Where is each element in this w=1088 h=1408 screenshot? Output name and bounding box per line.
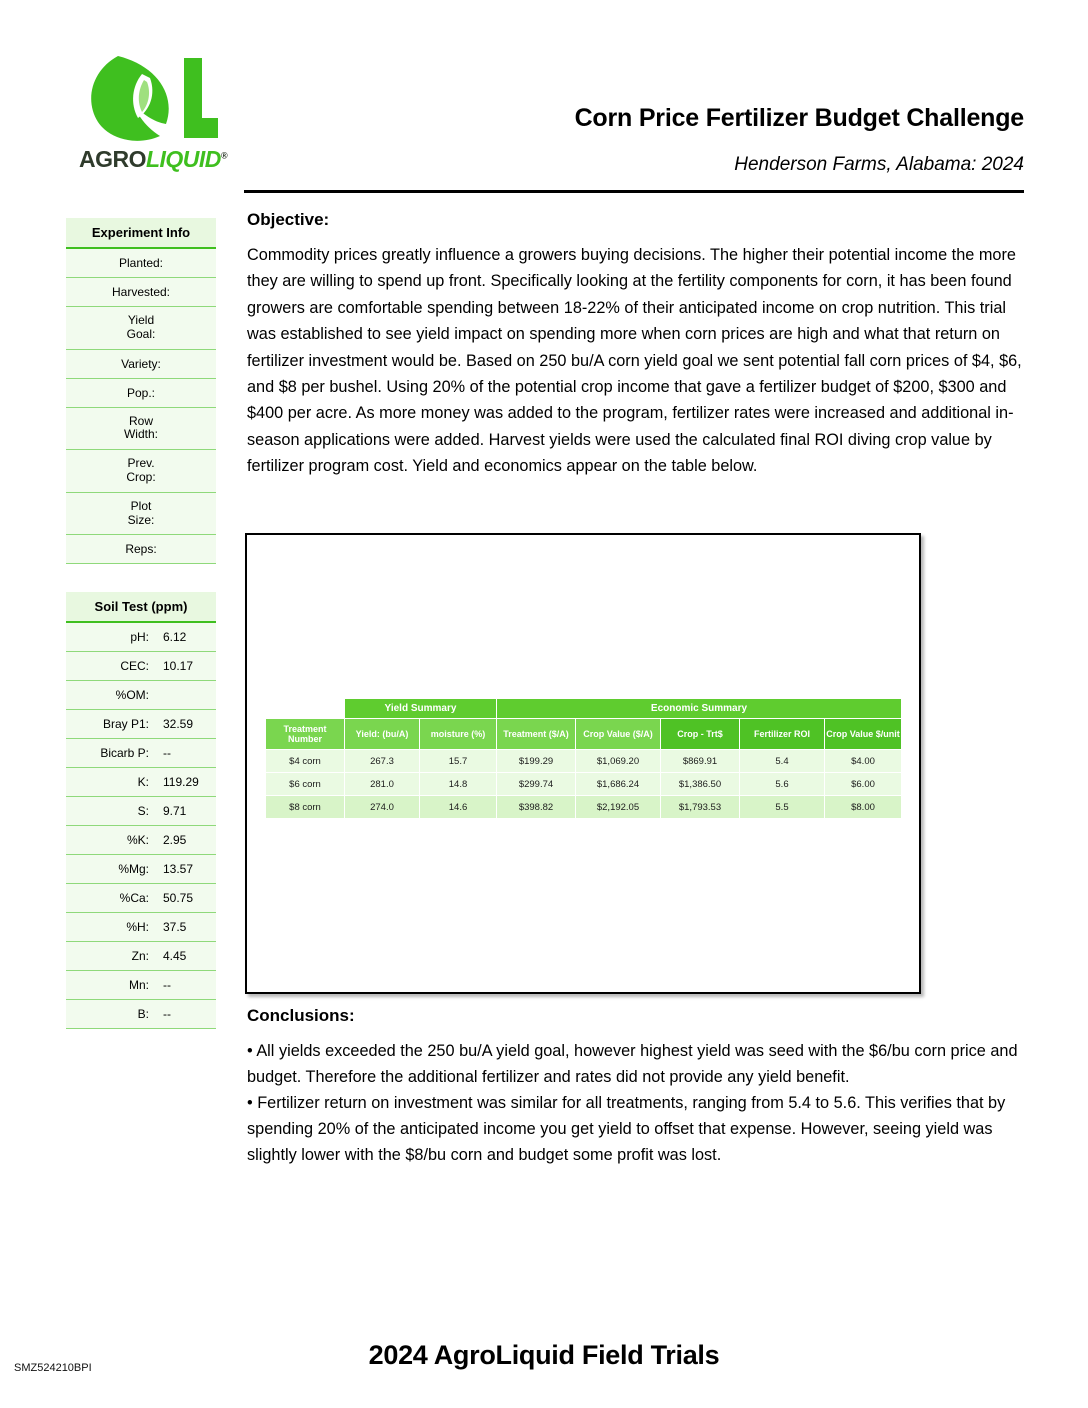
table-row xyxy=(266,773,902,796)
yield-economic-table xyxy=(265,698,902,819)
logo-wordmark xyxy=(72,148,234,171)
table-cell: $8.00 xyxy=(825,796,902,819)
table-column-header: Fertilizer ROI xyxy=(740,719,825,750)
experiment-info-row xyxy=(66,248,216,278)
soil-test-value: -- xyxy=(153,739,216,768)
soil-test-table xyxy=(66,592,216,1029)
header-divider xyxy=(244,190,1024,193)
soil-test-heading: Soil Test (ppm) xyxy=(66,592,216,622)
page-title: Corn Price Fertilizer Budget Challenge xyxy=(574,104,1024,132)
table-column-header: moisture (%) xyxy=(420,719,497,750)
table-cell: $2,192.05 xyxy=(576,796,661,819)
conclusion-bullet: • Fertilizer return on investment was similar for all treatments, ranging from 5.4 to 5.6. This verifies that by spending 20% of the anticipated income you get yield to offset that expense. However, seeing yield was slightly lower with the $8/bu corn and budget some profit was lost. xyxy=(247,1094,1006,1165)
table-cell: 274.0 xyxy=(345,796,420,819)
table-cell: $4.00 xyxy=(825,750,902,773)
table-group-header: Yield Summary xyxy=(345,699,497,719)
experiment-info-row xyxy=(66,278,216,307)
soil-test-row xyxy=(66,971,216,1000)
soil-test-label: pH: xyxy=(66,622,153,652)
soil-test-label: %OM: xyxy=(66,681,153,710)
table-row xyxy=(266,796,902,819)
soil-test-value: 13.57 xyxy=(153,855,216,884)
soil-test-value: 32.59 xyxy=(153,710,216,739)
table-cell: 14.6 xyxy=(420,796,497,819)
soil-test-label: Mn: xyxy=(66,971,153,1000)
soil-test-row xyxy=(66,1000,216,1029)
soil-test-row xyxy=(66,622,216,652)
experiment-info-row xyxy=(66,349,216,378)
table-cell: $869.91 xyxy=(661,750,740,773)
soil-test-row xyxy=(66,884,216,913)
soil-test-value: 10.17 xyxy=(153,652,216,681)
table-cell: $6 corn xyxy=(266,773,345,796)
leaf-logo-icon xyxy=(80,52,220,148)
table-cell: $299.74 xyxy=(497,773,576,796)
results-figure xyxy=(245,533,921,994)
conclusion-bullet: • All yields exceeded the 250 bu/A yield goal, however highest yield was seed with the $6/bu corn price and budget. Therefore the additional fertilizer and rates did not provide any yield benefit. xyxy=(247,1042,1018,1087)
soil-test-label: %H: xyxy=(66,913,153,942)
table-cell: 5.5 xyxy=(740,796,825,819)
soil-test-label: B: xyxy=(66,1000,153,1029)
experiment-info-label: Yield Goal: xyxy=(66,307,216,350)
experiment-info-label: Planted: xyxy=(66,248,216,278)
table-cell: 267.3 xyxy=(345,750,420,773)
table-cell: 15.7 xyxy=(420,750,497,773)
table-cell: 5.6 xyxy=(740,773,825,796)
experiment-info-row xyxy=(66,378,216,407)
table-cell: $1,686.24 xyxy=(576,773,661,796)
soil-test-row xyxy=(66,681,216,710)
table-column-header: Crop - Trt$ xyxy=(661,719,740,750)
soil-test-value: -- xyxy=(153,1000,216,1029)
soil-test-label: CEC: xyxy=(66,652,153,681)
soil-test-row xyxy=(66,913,216,942)
objective-text: Commodity prices greatly influence a growers buying decisions. The higher their potential income the more they are willing to spend up front. Specifically looking at the fertility components for corn, it has been found growers are comfortable spending between 18-22% of their anticipated income on crop nutrition. This trial was established to see yield impact on spending more when corn prices are high and what that return on fertilizer investment would be. Based on 250 bu/A corn yield goal we sent potential fall corn prices of $4, $6, and $8 per bushel. Using 20% of the potential crop income that gave a fertilizer budget of $200, $300 and $400 per acre. As more money was added to the program, fertilizer rates were increased and additional in-season applications were added. Harvest yields were used the calculated final ROI diving crop value by fertilizer program cost. Yield and economics appear on the table below. xyxy=(247,246,1022,476)
table-column-header: Crop Value ($/A) xyxy=(576,719,661,750)
table-cell: $199.29 xyxy=(497,750,576,773)
table-column-header: Yield: (bu/A) xyxy=(345,719,420,750)
soil-test-label: Bray P1: xyxy=(66,710,153,739)
soil-test-row xyxy=(66,768,216,797)
logo-liquid-text: LIQUID xyxy=(145,146,221,172)
experiment-info-row xyxy=(66,492,216,535)
experiment-info-row xyxy=(66,407,216,450)
experiment-info-label: Plot Size: xyxy=(66,492,216,535)
soil-test-value: 2.95 xyxy=(153,826,216,855)
experiment-info-row xyxy=(66,307,216,350)
table-group-header-row xyxy=(266,699,902,719)
table-header-row xyxy=(266,719,902,750)
soil-test-row xyxy=(66,710,216,739)
table-row xyxy=(266,750,902,773)
soil-test-value: 9.71 xyxy=(153,797,216,826)
registered-mark-icon: ® xyxy=(220,150,228,161)
agroliquid-logo xyxy=(72,52,232,180)
experiment-info-label: Row Width: xyxy=(66,407,216,450)
soil-test-row xyxy=(66,739,216,768)
table-cell: $8 corn xyxy=(266,796,345,819)
experiment-info-row xyxy=(66,535,216,564)
table-cell: $6.00 xyxy=(825,773,902,796)
table-cell: $1,069.20 xyxy=(576,750,661,773)
experiment-info-row xyxy=(66,450,216,493)
table-cell: 5.4 xyxy=(740,750,825,773)
experiment-info-label: Reps: xyxy=(66,535,216,564)
soil-test-value: 37.5 xyxy=(153,913,216,942)
soil-test-label: S: xyxy=(66,797,153,826)
experiment-info-label: Variety: xyxy=(66,349,216,378)
objective-heading: Objective: xyxy=(247,210,330,229)
footer-document-code: SMZ524210BPI xyxy=(14,1362,92,1374)
conclusions-section xyxy=(247,1006,1029,1168)
conclusions-text xyxy=(247,1038,1029,1168)
experiment-info-heading: Experiment Info xyxy=(66,218,216,248)
table-group-header xyxy=(266,699,345,719)
experiment-info-label: Harvested: xyxy=(66,278,216,307)
soil-test-value: 6.12 xyxy=(153,622,216,652)
soil-test-label: Zn: xyxy=(66,942,153,971)
soil-test-value: 4.45 xyxy=(153,942,216,971)
experiment-info-label: Pop.: xyxy=(66,378,216,407)
soil-test-value xyxy=(153,681,216,710)
page-header xyxy=(64,52,1024,192)
soil-test-value: 119.29 xyxy=(153,768,216,797)
table-cell: $1,793.53 xyxy=(661,796,740,819)
table-cell: 281.0 xyxy=(345,773,420,796)
soil-test-label: Bicarb P: xyxy=(66,739,153,768)
sidebar xyxy=(66,218,216,1057)
soil-test-label: %Mg: xyxy=(66,855,153,884)
soil-test-label: K: xyxy=(66,768,153,797)
footer-title: 2024 AgroLiquid Field Trials xyxy=(368,1340,720,1370)
table-column-header: Treatment ($/A) xyxy=(497,719,576,750)
table-column-header: Treatment Number xyxy=(266,719,345,750)
table-group-header: Economic Summary xyxy=(497,699,902,719)
table-cell: 14.8 xyxy=(420,773,497,796)
soil-test-row xyxy=(66,797,216,826)
page-subtitle: Henderson Farms, Alabama: 2024 xyxy=(734,154,1024,175)
soil-test-label: %K: xyxy=(66,826,153,855)
soil-test-row xyxy=(66,826,216,855)
conclusions-heading: Conclusions: xyxy=(247,1006,355,1025)
logo-agro-text: AGRO xyxy=(78,146,146,172)
soil-test-row xyxy=(66,652,216,681)
table-cell: $398.82 xyxy=(497,796,576,819)
soil-test-row xyxy=(66,942,216,971)
table-column-header: Crop Value $/unit xyxy=(825,719,902,750)
experiment-info-label: Prev. Crop: xyxy=(66,450,216,493)
experiment-info-table xyxy=(66,218,216,564)
table-cell: $4 corn xyxy=(266,750,345,773)
soil-test-value: -- xyxy=(153,971,216,1000)
soil-test-label: %Ca: xyxy=(66,884,153,913)
table-cell: $1,386.50 xyxy=(661,773,740,796)
soil-test-value: 50.75 xyxy=(153,884,216,913)
soil-test-row xyxy=(66,855,216,884)
main-content xyxy=(247,210,1025,480)
